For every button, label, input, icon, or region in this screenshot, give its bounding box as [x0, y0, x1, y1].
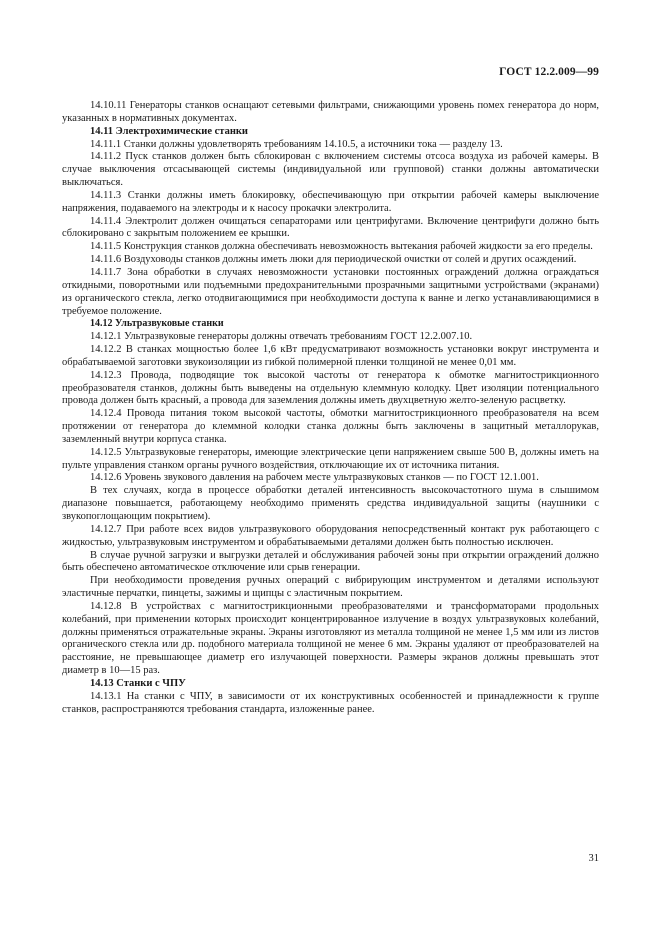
page-number: 31 [588, 853, 599, 864]
paragraph: 14.12.7 При работе всех видов ультразвукового оборудования непосредственный контакт рук работающего с жидкостью, ультразвуковым инструментом и обрабатываемыми деталями должен быть полностью исключен. [62, 523, 599, 548]
paragraph: 14.12.5 Ультразвуковые генераторы, имеющие электрические цепи напряжением свыше 500 В, должны иметь на пульте управления станком органы ручного воздействия, отключающие их от источника питания. [62, 446, 599, 471]
section-heading: 14.13 Станки с ЧПУ [90, 677, 186, 689]
paragraph: 14.12.6 Уровень звукового давления на рабочем месте ультразвуковых станков — по ГОСТ 12.1.001. [90, 472, 539, 484]
paragraph: 14.12.4 Провода питания током высокой частоты, обмотки магнитострикционного преобразователя на всем протяжении от генератора до клеммной колодки станка должны быть заключены в защитный металлорукав, заземленный внутри корпуса станка. [62, 408, 599, 445]
paragraph: 14.11.6 Воздуховоды станков должны иметь люки для периодической очистки от солей и других осаждений. [90, 254, 577, 266]
paragraph: 14.11.5 Конструкция станков должна обеспечивать невозможность вытекания рабочей жидкости за его пределы. [90, 241, 593, 253]
paragraph: При необходимости проведения ручных операций с вибрирующим инструментом и деталями используют эластичные перчатки, пинцеты, зажимы и щипцы с эластичным покрытием. [62, 575, 599, 600]
paragraph: 14.12.8 В устройствах с магнитострикционными преобразователями и трансформаторами продольных колебаний, при применении которых происходит концентрированное излучение в воздух ультразвуковых колебаний, должны применяться отражательные экраны. Экраны изготовляют из металла толщиной не менее 1,5 мм или из листов органического стекла или др. подобного материала толщиной не менее 6 мм. Экраны удаляют от преобразователей на расстояние, не превышающее диаметр его излучающей поверхности. Размеры экранов должны превышать этот диаметр в 10—15 раз. [62, 600, 599, 677]
paragraph: 14.12.3 Провода, подводящие ток высокой частоты от генератора к обмотке магнитострикционного преобразователя станков, должны быть выведены на отдельную клеммную колодку. Цвет изоляции потенциального провода должен быть красный, а провода для заземления должны иметь двухцветную желто-зеленую расцветку. [62, 369, 599, 407]
page-header-standard-title: ГОСТ 12.2.009—99 [499, 66, 599, 78]
paragraph: 14.11.7 Зона обработки в случаях невозможности установки постоянных ограждений должна ограждаться откидными, поворотными или подъемными предохранительными прозрачными защитными устройствами (экранами) из органического стекла, легко отодвигающимися при необходимости доступа к ванне и легко устанавливающимися в требуемое положение. [62, 266, 599, 317]
paragraph: В тех случаях, когда в процессе обработки деталей интенсивность высокочастотного шума в слышимом диапазоне повышается, работающему необходимо применять средства индивидуальной защиты (наушники с звукопоглощающим покрытием). [62, 485, 599, 522]
paragraph: 14.11.3 Станки должны иметь блокировку, обеспечивающую при открытии рабочей камеры выключение напряжения, подаваемого на электроды и к насосу прокачки электролита. [62, 189, 599, 214]
paragraph: 14.12.2 В станках мощностью более 1,6 кВт предусматривают возможность установки вокруг инструмента и обрабатываемой заготовки звукоизоляции из гибкой полимерной пленки толщиной не менее 0,01 мм. [62, 344, 599, 368]
paragraph: 14.11.1 Станки должны удовлетворять требованиям 14.10.5, а источники тока — разделу 13. [90, 138, 503, 150]
paragraph: 14.13.1 На станки с ЧПУ, в зависимости от их конструктивных особенностей и принадлежности к группе станков, распространяются требования стандарта, изложенные ранее. [62, 690, 599, 715]
section-heading: 14.12 Ультразвуковые станки [90, 318, 224, 330]
paragraph: 14.11.2 Пуск станков должен быть сблокирован с включением системы отсоса воздуха из рабочей камеры. В случае выключения отсасывающей системы (индивидуальной или групповой) станки должны автоматически выключаться. [62, 151, 599, 189]
paragraph: В случае ручной загрузки и выгрузки деталей и обслуживания рабочей зоны при открытии ограждений должно быть обеспечено автоматическое отключение или срыв генерации. [62, 549, 599, 574]
paragraph: 14.11.4 Электролит должен очищаться сепараторами или центрифугами. Включение центрифуги должно быть сблокировано с закрытым положением ее крышки. [62, 215, 599, 240]
paragraph: 14.10.11 Генераторы станков оснащают сетевыми фильтрами, снижающими уровень помех генератора до норм, указанных в нормативных документах. [62, 100, 599, 124]
paragraph: 14.12.1 Ультразвуковые генераторы должны отвечать требованиям ГОСТ 12.2.007.10. [90, 331, 473, 343]
document-body [62, 100, 599, 717]
section-heading: 14.11 Электрохимические станки [90, 125, 248, 137]
